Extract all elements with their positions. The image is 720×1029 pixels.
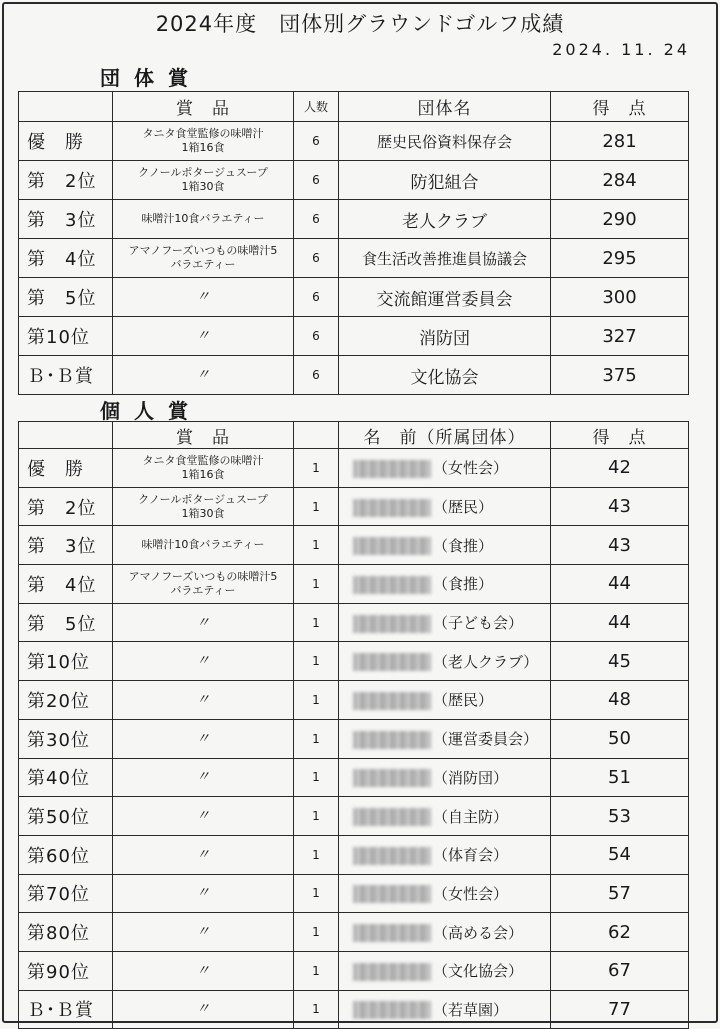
redacted-name (353, 847, 431, 865)
count-cell: 1 (294, 565, 339, 604)
rank-cell: 第40位 (19, 758, 113, 797)
group-name-cell: 文化協会 (339, 356, 551, 395)
name-cell (339, 835, 551, 874)
group-name-cell: 交流館運営委員会 (339, 278, 551, 317)
rank-cell: 第20位 (19, 681, 113, 720)
score-cell: 375 (551, 356, 689, 395)
name-cell (339, 449, 551, 488)
score-cell: 327 (551, 317, 689, 356)
prize-cell: アマノフーズいつもの味噌汁5 バラエティー (113, 239, 294, 278)
rank-cell: 第10位 (19, 317, 113, 356)
table-row (19, 487, 689, 526)
table-row (19, 835, 689, 874)
group-name-cell: 食生活改善推進員協議会 (339, 239, 551, 278)
count-cell: 6 (294, 200, 339, 239)
affiliation-label: （子ども会） (433, 614, 524, 633)
name-cell (339, 487, 551, 526)
prize-cell: 〃 (113, 603, 294, 642)
header-score: 得 点 (551, 422, 689, 449)
rank-cell: 第80位 (19, 913, 113, 952)
prize-cell: 〃 (113, 356, 294, 395)
affiliation-label: （若草園） (433, 1000, 509, 1019)
count-cell: 6 (294, 356, 339, 395)
affiliation-label: （女性会） (433, 459, 509, 478)
redacted-name (353, 769, 431, 787)
prize-cell: タニタ食堂監修の味噌汁 1箱16食 (113, 449, 294, 488)
redacted-name (353, 460, 431, 478)
header-prize: 賞 品 (113, 422, 294, 449)
count-cell: 1 (294, 990, 339, 1029)
score-cell: 43 (551, 487, 689, 526)
rank-cell: 第 4位 (19, 565, 113, 604)
table-row (19, 526, 689, 565)
rank-cell: 第 3位 (19, 200, 113, 239)
prize-cell: 〃 (113, 913, 294, 952)
prize-cell: 〃 (113, 317, 294, 356)
header-count (294, 422, 339, 449)
count-cell: 1 (294, 449, 339, 488)
count-cell: 1 (294, 797, 339, 836)
rank-cell: 第30位 (19, 719, 113, 758)
header-score: 得 点 (551, 92, 689, 122)
count-cell: 1 (294, 487, 339, 526)
affiliation-label: （運営委員会） (433, 730, 539, 749)
redacted-name (353, 499, 431, 517)
affiliation-label: （女性会） (433, 884, 509, 903)
affiliation-label: （文化協会） (433, 962, 524, 981)
score-cell: 48 (551, 681, 689, 720)
name-cell (339, 874, 551, 913)
affiliation-label: （歴民） (433, 498, 494, 517)
redacted-name (353, 537, 431, 555)
count-cell: 1 (294, 719, 339, 758)
group-award-rows (19, 122, 689, 395)
rank-cell: 優 勝 (19, 122, 113, 161)
score-cell: 281 (551, 122, 689, 161)
count-cell: 1 (294, 874, 339, 913)
score-cell: 67 (551, 951, 689, 990)
table-row (19, 122, 689, 161)
score-cell: 300 (551, 278, 689, 317)
redacted-name (353, 692, 431, 710)
individual-award-table (18, 421, 689, 1029)
table-row (19, 874, 689, 913)
redacted-name (353, 615, 431, 633)
document-title: 2024年度 団体別グラウンドゴルフ成績 (155, 12, 565, 36)
table-row (19, 951, 689, 990)
prize-cell: クノールポタージュスープ 1箱30食 (113, 487, 294, 526)
group-award-table (18, 91, 689, 395)
score-cell: 57 (551, 874, 689, 913)
group-name-cell: 消防団 (339, 317, 551, 356)
table-row (19, 681, 689, 720)
prize-cell: 〃 (113, 990, 294, 1029)
affiliation-label: （体育会） (433, 846, 509, 865)
rank-cell: 第10位 (19, 642, 113, 681)
prize-cell: 〃 (113, 835, 294, 874)
table-row (19, 642, 689, 681)
name-cell (339, 681, 551, 720)
header-rank (19, 92, 113, 122)
table-row (19, 719, 689, 758)
group-award-header-row (19, 92, 689, 122)
rank-cell: 第 5位 (19, 278, 113, 317)
affiliation-label: （老人クラブ） (433, 652, 539, 671)
affiliation-label: （食推） (433, 536, 494, 555)
score-cell: 284 (551, 161, 689, 200)
header-rank (19, 422, 113, 449)
name-cell (339, 565, 551, 604)
table-row (19, 913, 689, 952)
name-cell (339, 913, 551, 952)
count-cell: 1 (294, 681, 339, 720)
prize-cell: タニタ食堂監修の味噌汁 1箱16食 (113, 122, 294, 161)
prize-cell: 〃 (113, 681, 294, 720)
score-cell: 53 (551, 797, 689, 836)
prize-cell: 味噌汁10食バラエティー (113, 526, 294, 565)
score-cell: 295 (551, 239, 689, 278)
count-cell: 1 (294, 913, 339, 952)
score-cell: 50 (551, 719, 689, 758)
table-row (19, 161, 689, 200)
table-row (19, 990, 689, 1029)
table-row (19, 603, 689, 642)
redacted-name (353, 731, 431, 749)
prize-cell: 〃 (113, 758, 294, 797)
name-cell (339, 642, 551, 681)
prize-cell: クノールポタージュスープ 1箱30食 (113, 161, 294, 200)
score-cell: 54 (551, 835, 689, 874)
prize-cell: 〃 (113, 642, 294, 681)
score-cell: 62 (551, 913, 689, 952)
table-row (19, 356, 689, 395)
table-row (19, 758, 689, 797)
affiliation-label: （消防団） (433, 768, 509, 787)
prize-cell: 〃 (113, 874, 294, 913)
header-name: 名 前（所属団体） (339, 422, 551, 449)
name-cell (339, 603, 551, 642)
rank-cell: 第50位 (19, 797, 113, 836)
table-row (19, 278, 689, 317)
prize-cell: 〃 (113, 951, 294, 990)
rank-cell: 第60位 (19, 835, 113, 874)
score-cell: 44 (551, 603, 689, 642)
table-row (19, 239, 689, 278)
prize-cell: 〃 (113, 278, 294, 317)
individual-award-rows (19, 449, 689, 1029)
count-cell: 6 (294, 278, 339, 317)
count-cell: 1 (294, 758, 339, 797)
table-row (19, 317, 689, 356)
redacted-name (353, 963, 431, 981)
affiliation-label: （高める会） (433, 923, 524, 942)
table-row (19, 200, 689, 239)
score-cell: 77 (551, 990, 689, 1029)
rank-cell: 優 勝 (19, 449, 113, 488)
affiliation-label: （食推） (433, 575, 494, 594)
header-prize: 賞 品 (113, 92, 294, 122)
redacted-name (353, 1001, 431, 1019)
score-cell: 51 (551, 758, 689, 797)
rank-cell: 第70位 (19, 874, 113, 913)
rank-cell: 第 5位 (19, 603, 113, 642)
rank-cell: Ｂ･Ｂ賞 (19, 990, 113, 1029)
count-cell: 1 (294, 835, 339, 874)
score-cell: 44 (551, 565, 689, 604)
count-cell: 6 (294, 317, 339, 356)
redacted-name (353, 808, 431, 826)
header-group: 団体名 (339, 92, 551, 122)
name-cell (339, 951, 551, 990)
rank-cell: 第 4位 (19, 239, 113, 278)
group-name-cell: 防犯組合 (339, 161, 551, 200)
rank-cell: 第 2位 (19, 487, 113, 526)
score-cell: 45 (551, 642, 689, 681)
score-cell: 42 (551, 449, 689, 488)
count-cell: 1 (294, 526, 339, 565)
redacted-name (353, 924, 431, 942)
group-award-heading: 団体賞 (100, 66, 202, 90)
rank-cell: 第 3位 (19, 526, 113, 565)
affiliation-label: （自主防） (433, 807, 509, 826)
name-cell (339, 758, 551, 797)
count-cell: 1 (294, 642, 339, 681)
document-date: 2024. 11. 24 (552, 40, 690, 59)
count-cell: 6 (294, 239, 339, 278)
count-cell: 6 (294, 122, 339, 161)
score-cell: 290 (551, 200, 689, 239)
name-cell (339, 990, 551, 1029)
name-cell (339, 526, 551, 565)
rank-cell: Ｂ･Ｂ賞 (19, 356, 113, 395)
prize-cell: 味噌汁10食バラエティー (113, 200, 294, 239)
prize-cell: 〃 (113, 719, 294, 758)
count-cell: 6 (294, 161, 339, 200)
rank-cell: 第90位 (19, 951, 113, 990)
affiliation-label: （歴民） (433, 691, 494, 710)
count-cell: 1 (294, 603, 339, 642)
redacted-name (353, 653, 431, 671)
table-row (19, 797, 689, 836)
header-count: 人数 (294, 92, 339, 122)
redacted-name (353, 885, 431, 903)
table-row (19, 565, 689, 604)
individual-award-heading: 個人賞 (100, 399, 202, 423)
individual-award-header-row (19, 422, 689, 449)
prize-cell: 〃 (113, 797, 294, 836)
score-cell: 43 (551, 526, 689, 565)
table-row (19, 449, 689, 488)
group-name-cell: 歴史民俗資料保存会 (339, 122, 551, 161)
redacted-name (353, 576, 431, 594)
count-cell: 1 (294, 951, 339, 990)
rank-cell: 第 2位 (19, 161, 113, 200)
name-cell (339, 719, 551, 758)
prize-cell: アマノフーズいつもの味噌汁5 バラエティー (113, 565, 294, 604)
group-name-cell: 老人クラブ (339, 200, 551, 239)
name-cell (339, 797, 551, 836)
